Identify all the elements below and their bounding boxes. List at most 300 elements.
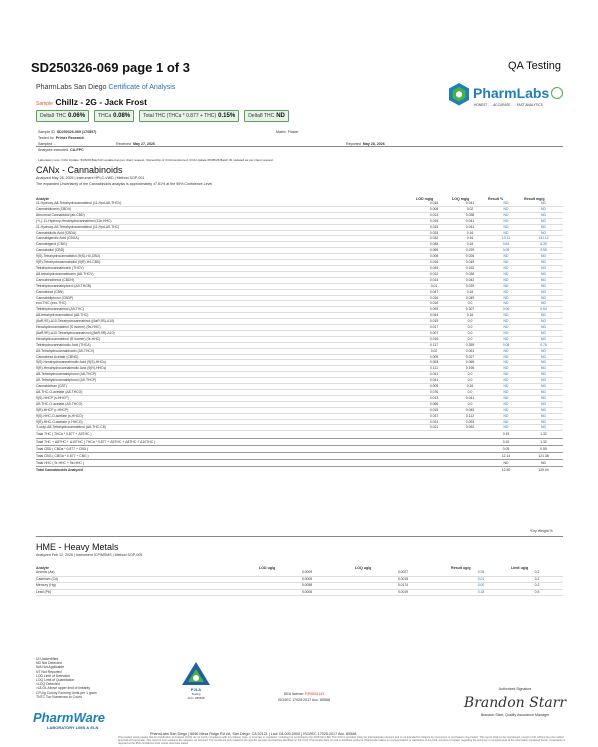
result-pct: ND <box>488 254 524 260</box>
result-pct: ND <box>488 378 524 384</box>
lod-value: 0.117 <box>416 342 452 348</box>
analyte-name: Δ9-Tetrahydrocannabiphorol (Δ9-THCP) <box>36 378 416 384</box>
handwritten-signature: Brandon Starr <box>463 695 567 711</box>
result-pct: ND <box>488 212 524 218</box>
analyte-name: (6aR,9S)-Δ10-Tetrahydrocannabinol ((6aR,9S)-Δ10) <box>36 319 416 325</box>
lod-value: 0.013 <box>416 212 452 218</box>
result-pct: 0.15 <box>488 438 524 445</box>
result-mg: ND <box>524 224 563 230</box>
result-mg: 131.12 <box>524 236 563 242</box>
meta-analyses: Analyses executed CA-FPC <box>38 148 84 152</box>
loq-value <box>452 460 488 467</box>
col-limit: Limit ug/g <box>511 566 529 570</box>
analyte-name: Cannabidiolic Acid (CBDA) <box>36 230 416 236</box>
total-row <box>36 438 563 445</box>
loq-value: 0.062 <box>452 425 488 431</box>
loq-value: 0.0 <box>452 325 488 331</box>
loq-value <box>452 431 488 438</box>
result-mg: ND <box>524 313 563 319</box>
result-value: 0.18 <box>451 589 511 596</box>
analyte-name: Tetrahydrocannabiphorol (Δ9-THCB) <box>36 283 416 289</box>
result-mg: ND <box>524 271 563 277</box>
result-mg: ND <box>524 348 563 354</box>
result-pct: ND <box>488 354 524 360</box>
summary-pills <box>36 110 289 122</box>
table-row <box>36 576 563 583</box>
col-result: Result ug/g <box>451 566 471 570</box>
analyte-name: (6aR,9R)-Δ10-Tetrahydrocannabinol ((6aR,9R)-Δ10) <box>36 330 416 336</box>
result-pct: ND <box>488 407 524 413</box>
result-pct: ND <box>488 460 524 467</box>
pjla-sub2: ACC. #85568 <box>187 696 205 700</box>
lod-value: 0.012 <box>416 271 452 277</box>
legend-item: ND Not Detected <box>36 661 62 666</box>
lod-value: 0.009 <box>416 354 452 360</box>
analyte-name: Abnormal Cannabidiol (ab-CBD) <box>36 212 416 218</box>
legend-item: N/A Not Applicable <box>36 665 65 670</box>
analyte-name: 9(S)-Hexahydrocannabinolic Acid (9(S)-HHCs) <box>36 360 416 366</box>
result-mg: ND <box>524 254 563 260</box>
lod-value: 0.006 <box>416 206 452 212</box>
result-pct: 0.08 <box>488 342 524 348</box>
analyte-name: 9(S)-HHCP (s-HHCP) <box>36 395 416 401</box>
total-row <box>36 445 563 452</box>
loq-value: 0.307 <box>452 307 488 313</box>
meta-tested-for: Tested for Primer Research <box>38 136 85 140</box>
result-pct: 12.14 <box>488 452 524 459</box>
lod-value: 0.015 <box>416 218 452 224</box>
dry-weight-note: *Dry Weight % <box>530 529 553 533</box>
lod-value: 0.076 <box>416 390 452 396</box>
analyte-name: Cadmium (Cd) <box>36 576 259 583</box>
result-pct: ND <box>488 360 524 366</box>
analyte-name: 9(R)-Tetrahydrocannabidiol (9(R)-H4-CBD) <box>36 260 416 266</box>
result-mg: ND <box>524 407 563 413</box>
result-mg: ND <box>524 460 563 467</box>
analyte-name: Cannabidiphorol (CBDP) <box>36 295 416 301</box>
loq-value: 0.229 <box>452 248 488 254</box>
lod-value: 0.016 <box>416 301 452 307</box>
lod-value <box>416 467 452 474</box>
legend-item: >ULOL Above upper limit of linearity <box>36 686 91 691</box>
result-value: 0.00 <box>451 583 511 590</box>
loq-value: 0.038 <box>452 212 488 218</box>
lab-name: PharmLabs San Diego <box>36 84 107 91</box>
result-mg: 1.32 <box>524 431 563 438</box>
lod-value <box>416 438 452 445</box>
result-mg: 121.38 <box>524 452 563 459</box>
analyte-name: Δ8-Tetrahydrocannabiphorol (Δ8-THCP) <box>36 372 416 378</box>
metals-title: HME - Heavy Metals <box>36 542 119 552</box>
lab-note: Laboratory note: COA Update: 5/28/26 Batch ID updated as per client request. Ownership of COA transferred. COA Update 05/05/26 Batch ID updated as per client request. <box>38 158 274 162</box>
result-pct: 12.50 <box>488 467 524 474</box>
pjla-sub1: Testing <box>191 692 201 696</box>
result-pct: 0.15 <box>488 431 524 438</box>
total-row <box>36 431 563 438</box>
cannabinoids-analyzed: Analyzed May 28, 2026 | Instrument HPLC-VWD | Method SOP-001 <box>36 176 145 180</box>
analyte-name: Cannabicitran (CBT) <box>36 384 416 390</box>
loq-value: 0.049 <box>452 260 488 266</box>
coa-label: Certificate of Analysis <box>108 84 176 91</box>
loq-value: 0.049 <box>452 295 488 301</box>
sample-name: Chillz - 2G - Jack Frost <box>55 97 147 107</box>
lod-value: 0.016 <box>416 260 452 266</box>
lod-value: 0.0009 <box>259 570 355 576</box>
result-mg: ND <box>524 260 563 266</box>
logo-tagline: HONEST . . . ACCURATE . . . FAST ANALYTICS <box>474 103 543 107</box>
total-name: Total Cannabinoids Analyzed <box>36 467 416 474</box>
result-mg: ND <box>524 425 563 431</box>
lod-value: 0.048 <box>416 242 452 248</box>
lod-value <box>416 431 452 438</box>
lod-value: 0.032 <box>416 236 452 242</box>
result-pct: ND <box>488 330 524 336</box>
analyte-name: 3-octyl-Δ8-Tetrahydrocannabinol (Δ8-THC-C8) <box>36 425 416 431</box>
col-lod: LOD mg/g <box>416 197 434 201</box>
lod-value: 0.01 <box>416 283 452 289</box>
analyte-name: Hexahydrocannabinol (R isomer) (9r-HHC) <box>36 336 416 342</box>
loq-value: 0.0 <box>452 378 488 384</box>
pill-total-thc: Total THC (THCa * 0.877 + THC) 0.15% <box>139 110 239 122</box>
lod-value: 0.015 <box>416 224 452 230</box>
lod-value: 0.092 <box>416 307 452 313</box>
report-title: SD250326-069 page 1 of 3 <box>31 60 190 75</box>
pill-delta9-thc: Delta9 THC 0.06% <box>36 110 89 122</box>
analyte-name: Δ9-Tetrahydrocannabivarin (Δ9-THCV) <box>36 348 416 354</box>
total-name: Total THC + Δ8THC + Δ10THC ( THCa * 0.877 + Δ9THC + Δ8THC + Δ10THC ) <box>36 438 416 445</box>
analyte-name: Δ9-THC-O-acetate (Δ9-THCO) <box>36 401 416 407</box>
disclaimer: This product testing states that its Certification of Analysis (COA) do not certify compliance with any federal, state, or local law or regulation, including but not limited to the 2018 Farm Bill. This COA is provided solely for informational purposes and is not intended for reliance by consumers or purchasers of a product. This report shall not be reproduced, except in full, without the prior written approval of PharmLabs. This report is only related to the samples, as received. The results are only related to the specific samples and batches identified on this COA. PharmLabs does not sell or distribute products. PharmLabs makes no representations or warranties of any kind, express or implied, regarding the accuracy or completeness of the information contained herein. Uncertainty is reported at the 95% confidence level unless otherwise stated. <box>118 736 566 745</box>
analyte-name: Tetrahydrocannabinol (Δ9-THC) <box>36 307 416 313</box>
pharmware-tagline: LABORATORY LIMS & ELN <box>47 725 99 730</box>
result-mg: ND <box>524 419 563 425</box>
lod-value: 0.0058 <box>259 583 355 590</box>
result-value: 0.01 <box>451 576 511 583</box>
result-mg: ND <box>524 336 563 342</box>
loq-value: 0.0 <box>452 319 488 325</box>
result-mg: ND <box>524 212 563 218</box>
result-pct: ND <box>488 265 524 271</box>
lod-value: 0.047 <box>416 289 452 295</box>
result-mg: ND <box>524 390 563 396</box>
loq-value <box>452 438 488 445</box>
analyte-name: 9(R)-HHC-O-acetate (r-HHCO) <box>36 419 416 425</box>
analyte-name: Δ8-tetrahydrocannabinol (Δ8-THC) <box>36 313 416 319</box>
legend-item: NT Not Reported <box>36 669 62 674</box>
loq-value: 0.041 <box>452 224 488 230</box>
limit-value: 0.2 <box>511 576 563 583</box>
lod-value: 0.049 <box>416 265 452 271</box>
analyte-name: 9(S)-HHC-O-acetate (s-HHCO) <box>36 413 416 419</box>
legend-item: LOD Limit of Detection <box>36 673 71 678</box>
loq-value: 0.0 <box>452 336 488 342</box>
cannabinoids-uncertainty: The expanded Uncertainty of the Cannabinoids analysis is approximately ±7.81% at the 95% Confidence Level <box>36 182 213 186</box>
result-pct: ND <box>488 372 524 378</box>
result-pct: ND <box>488 295 524 301</box>
loq-value: 0.16 <box>452 289 488 295</box>
result-pct: 0.05 <box>488 445 524 452</box>
loq-value: 0.061 <box>452 348 488 354</box>
result-mg: ND <box>524 283 563 289</box>
analyte-name: Cannabidivarin (CBDV) <box>36 206 416 212</box>
result-mg: ND <box>524 201 563 206</box>
result-mg: ND <box>524 354 563 360</box>
analyte-name: Lead (Pb) <box>36 589 259 596</box>
logo-wordmark: PharmLabs <box>473 85 550 101</box>
result-pct: ND <box>488 395 524 401</box>
result-pct: ND <box>488 384 524 390</box>
pharmware-wordmark: PharmWare <box>33 710 106 725</box>
result-mg: ND <box>524 384 563 390</box>
analyte-name: Arsenic (As) <box>36 570 259 576</box>
lod-value: 0.033 <box>416 230 452 236</box>
meta-reported: Reported May 28, 2026 <box>346 142 385 146</box>
result-mg: ND <box>524 360 563 366</box>
col-analyte: Analyte <box>36 197 49 201</box>
limit-value: 0.2 <box>511 583 563 590</box>
loq-value: 0.196 <box>452 366 488 372</box>
dea-license: DEA license: RP0609143 <box>283 692 325 696</box>
result-mg: ND <box>524 218 563 224</box>
lod-value: 0.015 <box>416 201 452 206</box>
lod-value: 0.037 <box>416 413 452 419</box>
pharmware-logo <box>33 710 109 734</box>
limit-value: 0.2 <box>511 570 563 576</box>
result-pct: ND <box>488 348 524 354</box>
col-result-mg: Result mg/g <box>524 197 545 201</box>
result-pct: ND <box>488 419 524 425</box>
meta-matrix: Matrix Flower <box>276 130 299 134</box>
lod-value: 0.021 <box>416 425 452 431</box>
loq-value: 0.041 <box>452 201 488 206</box>
loq-value: 0.027 <box>452 354 488 360</box>
lod-value: 0.044 <box>416 313 452 319</box>
result-mg: 125.04 <box>524 467 563 474</box>
lod-value: 0.041 <box>416 378 452 384</box>
col-analyte: Analyte <box>36 566 49 570</box>
loq-value: 0.359 <box>452 342 488 348</box>
lod-value: 0.016 <box>416 295 452 301</box>
loq-value: 0.16 <box>452 242 488 248</box>
accreditation-info <box>278 691 330 703</box>
result-pct: ND <box>488 271 524 277</box>
table-row <box>36 583 563 590</box>
analyte-name: 11-Hydroxy-Δ8-Tetrahydrocannabinol (11-Hyd-Δ8-THCV) <box>36 201 416 206</box>
lod-value: 0.069 <box>416 248 452 254</box>
lod-value: 0.013 <box>416 395 452 401</box>
lod-value: 0.016 <box>416 336 452 342</box>
loq-value: 0.041 <box>452 395 488 401</box>
result-mg: ND <box>524 289 563 295</box>
metals-analyzed: Analyzed Feb 12, 2026 | Instrument ICP/MSMS | Method SOP-005 <box>36 553 143 557</box>
analyte-name: (+/-)-11-Hydroxy-Hexahydrocannabinol (11b-HHC) <box>36 218 416 224</box>
result-pct: 13.11 <box>488 236 524 242</box>
analyte-name: Cannabigerol (CBG) <box>36 242 416 248</box>
result-mg: ND <box>524 401 563 407</box>
result-pct: ND <box>488 206 524 212</box>
lab-line <box>36 84 175 91</box>
table-header <box>36 560 563 570</box>
legend-item: LOQ Limit of Quantitation <box>36 678 75 683</box>
lod-value <box>416 452 452 459</box>
loq-value: 0.16 <box>452 230 488 236</box>
analyte-name: exo-THC (exo-THC) <box>36 301 416 307</box>
result-pct: ND <box>488 425 524 431</box>
loq-value: 0.0 <box>452 330 488 336</box>
table-header <box>36 190 563 201</box>
analyte-name: 11-Hydroxy-Δ9-Tetrahydrocannabinol (11-Hyd-Δ9-THC) <box>36 224 416 230</box>
lod-value: 0.005 <box>416 384 452 390</box>
result-pct: ND <box>488 289 524 295</box>
result-mg: ND <box>524 395 563 401</box>
analyte-name: Δ8-THC-O-acetate (Δ8-THCO) <box>36 390 416 396</box>
loq-value: 0.16 <box>452 384 488 390</box>
result-mg: ND <box>524 277 563 283</box>
result-mg: 0.64 <box>524 307 563 313</box>
result-mg: ND <box>524 325 563 331</box>
result-pct: ND <box>488 201 524 206</box>
analyte-name: Hexahydrocannabinol (S isomer) (9s-HHC) <box>36 325 416 331</box>
total-row <box>36 467 563 474</box>
loq-value: 0.02 <box>452 206 488 212</box>
loq-value: 0.029 <box>452 283 488 289</box>
signature-block <box>460 687 570 717</box>
meta-sampled: Sampled - <box>38 142 56 146</box>
total-row <box>36 452 563 459</box>
result-mg: 0.55 <box>524 248 563 254</box>
result-mg: ND <box>524 413 563 419</box>
loq-value: 0.065 <box>452 360 488 366</box>
result-mg: 1.32 <box>524 438 563 445</box>
loq-value: 0.042 <box>452 277 488 283</box>
cannabinoids-title: CANx - Cannabinoids <box>36 165 123 175</box>
pharmlabs-logo <box>447 82 565 112</box>
result-mg: ND <box>524 265 563 271</box>
loq-value: 0.036 <box>452 271 488 277</box>
loq-value: 0.0019 <box>355 589 451 596</box>
analyte-name: Cannabinolhexol (CBDH) <box>36 277 416 283</box>
lod-value: 0.031 <box>416 419 452 425</box>
loq-value: 0.026 <box>452 254 488 260</box>
loq-value: 0.045 <box>452 407 488 413</box>
hexagon-logo-icon <box>449 83 469 106</box>
meta-received: Received May 27, 2026 <box>116 142 155 146</box>
result-pct: ND <box>488 401 524 407</box>
result-mg: 0.78 <box>524 342 563 348</box>
sample-label: Sample <box>36 101 53 107</box>
loq-value: 0.0174 <box>355 583 451 590</box>
pill-delta8-thc: Delta8 THC ND <box>244 110 289 122</box>
analyte-name: Cannabinol (CBN) <box>36 289 416 295</box>
result-pct: ND <box>488 260 524 266</box>
analyte-name: Tetrahydrocannabinolic Acid (THCA) <box>36 342 416 348</box>
lod-value: 0.008 <box>416 254 452 260</box>
result-mg: ND <box>524 301 563 307</box>
loq-value <box>452 467 488 474</box>
lod-value <box>416 460 452 467</box>
col-loq: LOQ ug/g <box>355 566 372 570</box>
analyte-name: Mercury (Hg) <box>36 583 259 590</box>
client-name: QA Testing <box>508 60 561 72</box>
result-mg: ND <box>524 378 563 384</box>
abbreviation-legend <box>36 657 97 699</box>
result-mg: ND <box>524 230 563 236</box>
total-name: Total CBG ( CBGa * 0.877 + CBG ) <box>36 452 416 459</box>
result-pct: 0.05 <box>488 248 524 254</box>
result-pct: ND <box>488 336 524 342</box>
result-pct: ND <box>488 230 524 236</box>
result-mg: ND <box>524 366 563 372</box>
lod-value: 0.017 <box>416 325 452 331</box>
analyte-name: 9(R)-Hexahydrocannabinolic Acid (9(R)-HHCs) <box>36 366 416 372</box>
analyte-name: Cannabinol Acetate (CBNO) <box>36 354 416 360</box>
lod-value: 0.015 <box>416 319 452 325</box>
result-pct: ND <box>488 277 524 283</box>
result-pct: 0.06 <box>488 307 524 313</box>
result-pct: ND <box>488 218 524 224</box>
lod-value: 0.111 <box>416 366 452 372</box>
loq-value: 0.0 <box>452 401 488 407</box>
result-mg: ND <box>524 206 563 212</box>
cannabinoids-table <box>36 190 563 474</box>
analyte-name: Cannabidiol (CBD) <box>36 248 416 254</box>
analyte-name: 9(R)-HHCP (r-HHCP) <box>36 407 416 413</box>
authorized-signature-label: Authorized Signature <box>498 687 532 691</box>
result-pct: ND <box>488 325 524 331</box>
lod-value: 0.015 <box>416 407 452 413</box>
table-row <box>36 589 563 596</box>
result-mg: ND <box>524 295 563 301</box>
meta-sample-id: Sample ID SD250326-069 (170897) <box>38 130 97 134</box>
signer-name: Brandon Starr, Quality Assurance Manager <box>480 713 550 717</box>
col-result-pct: Result % <box>488 197 504 201</box>
iso-accreditation: ISO/IEC 17025:2017 Acc. 85568 <box>278 698 330 702</box>
loq-value: 0.0 <box>452 390 488 396</box>
lod-value: 0.0005 <box>259 576 355 583</box>
legend-item: UI Unidentified <box>36 657 59 661</box>
lod-value: 0.066 <box>416 401 452 407</box>
col-lod: LOD ug/g <box>259 566 276 570</box>
pjla-triangle-icon <box>180 661 212 687</box>
legend-item: CFU/g Colony Forming Units per 1 gram <box>36 690 97 695</box>
result-value: 0.05 <box>451 570 511 576</box>
total-name: Total HHC ( 9r-HHC + 9s-HHC ) <box>36 460 416 467</box>
result-mg: ND <box>524 330 563 336</box>
section-divider <box>36 536 563 537</box>
loq-value: 0.0015 <box>355 576 451 583</box>
analyte-name: Tetrahydrocannabivarin (THCV) <box>36 265 416 271</box>
lod-value: 0.041 <box>416 372 452 378</box>
loq-value: 0.0027 <box>355 570 451 576</box>
lod-value: 0.02 <box>416 348 452 354</box>
loq-value: 0.041 <box>452 218 488 224</box>
loq-value: 0.162 <box>452 265 488 271</box>
loq-value: 0.16 <box>452 236 488 242</box>
analyte-name: 9(S)-Tetrahydrocannabidiol (9(S)-H4-CBD) <box>36 254 416 260</box>
loq-value <box>452 452 488 459</box>
lod-value <box>416 445 452 452</box>
result-pct: ND <box>488 366 524 372</box>
result-mg: 6.39 <box>524 242 563 248</box>
pjla-label: PJLA <box>190 687 202 692</box>
loq-value: 0.0 <box>452 301 488 307</box>
lod-value: 0.014 <box>416 277 452 283</box>
legend-item: TNTC Too Numerous to Count <box>36 694 82 699</box>
result-pct: ND <box>488 301 524 307</box>
total-name: Total CBD ( CBDa * 0.877 + CBD ) <box>36 445 416 452</box>
result-pct: ND <box>488 390 524 396</box>
footer-address: PharmLabs San Diego | 6696 Mesa Ridge Rd #A, San Diego, CA 92121 | Lic# C8-000-0900 | ISO/IEC 17025:2017 Acc. 85568 <box>150 732 357 736</box>
